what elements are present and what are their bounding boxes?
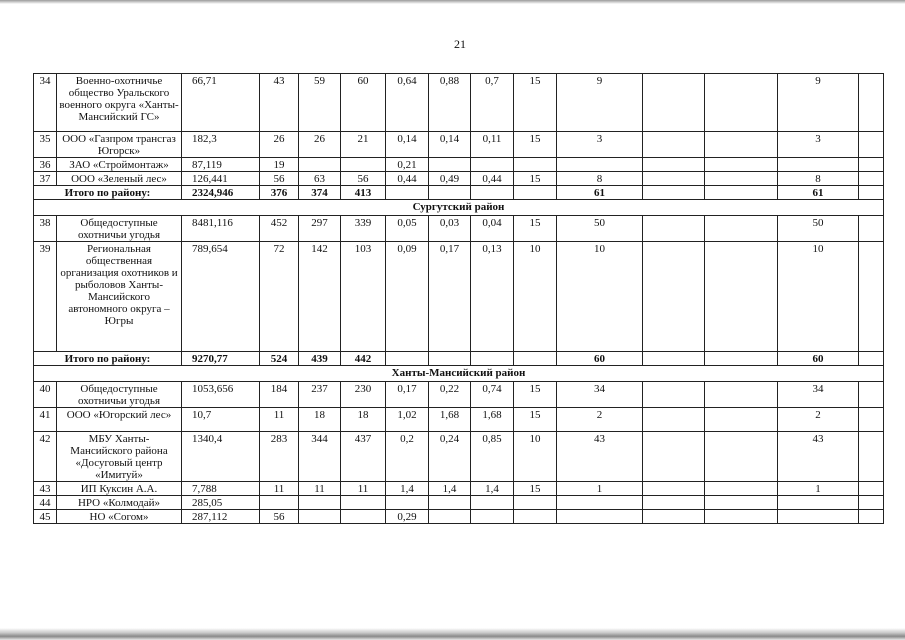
row-number: 36 (34, 158, 57, 172)
row-number: 34 (34, 74, 57, 132)
table-cell (429, 352, 471, 366)
table-cell: 0,14 (386, 132, 429, 158)
table-cell (514, 158, 557, 172)
table-cell: 43 (557, 432, 643, 482)
table-cell: 15 (514, 132, 557, 158)
table-cell (705, 382, 778, 408)
table-cell (859, 186, 884, 200)
organization-name: НО «Согом» (57, 510, 182, 524)
table-cell (260, 496, 299, 510)
total-row (34, 186, 884, 200)
table-cell: 15 (514, 482, 557, 496)
table-cell: 0,05 (386, 216, 429, 242)
table-cell (643, 172, 705, 186)
table-cell (429, 158, 471, 172)
organization-name: МБУ Ханты-Мансийского района «Досуговый центр «Имитуй» (57, 432, 182, 482)
table-cell: 9 (557, 74, 643, 132)
table-cell (859, 158, 884, 172)
table-cell: 21 (341, 132, 386, 158)
table-cell: 413 (341, 186, 386, 200)
table-row (34, 132, 884, 158)
table-cell (557, 158, 643, 172)
row-number: 41 (34, 408, 57, 432)
table-cell (859, 510, 884, 524)
table-cell (429, 510, 471, 524)
table-cell (643, 432, 705, 482)
table-cell (705, 186, 778, 200)
table-cell: 11 (341, 482, 386, 496)
table-cell: 50 (778, 216, 859, 242)
table-row (34, 242, 884, 352)
table-cell (705, 216, 778, 242)
scan-edge-bottom (0, 628, 905, 640)
table-cell (705, 510, 778, 524)
section-title: Сургутский район (34, 200, 884, 216)
table-cell (778, 158, 859, 172)
table-cell (643, 408, 705, 432)
table-cell: 15 (514, 408, 557, 432)
table-cell (299, 510, 341, 524)
table-cell: 15 (514, 382, 557, 408)
table-cell (471, 352, 514, 366)
table-cell: 8 (778, 172, 859, 186)
table-cell: 11 (260, 482, 299, 496)
table-row (34, 482, 884, 496)
table-cell: 2 (778, 408, 859, 432)
table-cell (643, 186, 705, 200)
table-cell: 0,22 (429, 382, 471, 408)
table-cell (859, 74, 884, 132)
organization-name: ЗАО «Строймонтаж» (57, 158, 182, 172)
table-cell (643, 352, 705, 366)
table-cell: 60 (778, 352, 859, 366)
table-cell: 1053,656 (182, 382, 260, 408)
section-header-row (34, 366, 884, 382)
table-cell: 50 (557, 216, 643, 242)
row-number: 35 (34, 132, 57, 158)
row-number: 38 (34, 216, 57, 242)
table-cell: 1,4 (471, 482, 514, 496)
table-cell: 442 (341, 352, 386, 366)
table-cell (859, 216, 884, 242)
table-cell: 8481,116 (182, 216, 260, 242)
table-cell (514, 186, 557, 200)
table-cell: 287,112 (182, 510, 260, 524)
table-cell: 11 (260, 408, 299, 432)
table-cell (514, 496, 557, 510)
table-cell (643, 510, 705, 524)
table-cell: 452 (260, 216, 299, 242)
table-cell: 1 (778, 482, 859, 496)
table-cell (705, 408, 778, 432)
table-cell (643, 74, 705, 132)
table-cell: 26 (299, 132, 341, 158)
table-cell: 19 (260, 158, 299, 172)
table-cell: 10 (557, 242, 643, 352)
table-row (34, 382, 884, 408)
table-cell (778, 510, 859, 524)
table-cell (705, 352, 778, 366)
table-cell: 59 (299, 74, 341, 132)
table-cell: 8 (557, 172, 643, 186)
table-cell (643, 216, 705, 242)
table-cell: 103 (341, 242, 386, 352)
table-cell: 2 (557, 408, 643, 432)
table-cell: 10,7 (182, 408, 260, 432)
table-cell (429, 186, 471, 200)
table-cell (705, 74, 778, 132)
table-cell: 0,04 (471, 216, 514, 242)
table-cell: 56 (260, 172, 299, 186)
table-cell: 0,44 (386, 172, 429, 186)
table-cell: 10 (514, 242, 557, 352)
table-cell: 0,88 (429, 74, 471, 132)
table-cell: 374 (299, 186, 341, 200)
table-cell (299, 496, 341, 510)
row-number: 44 (34, 496, 57, 510)
table-cell: 60 (557, 352, 643, 366)
table-row (34, 74, 884, 132)
table-cell: 61 (557, 186, 643, 200)
table-cell: 1 (557, 482, 643, 496)
table-cell: 34 (557, 382, 643, 408)
table-cell: 1340,4 (182, 432, 260, 482)
table-cell (705, 158, 778, 172)
table-cell (557, 496, 643, 510)
organization-name: ООО «Зеленый лес» (57, 172, 182, 186)
table-cell (859, 408, 884, 432)
organization-name: Военно-охотничье общество Уральского военного округа «Ханты-Мансийский ГС» (57, 74, 182, 132)
table-cell (643, 132, 705, 158)
table-cell: 0,14 (429, 132, 471, 158)
organization-name: ООО «Газпром трансгаз Югорск» (57, 132, 182, 158)
table-cell: 0,24 (429, 432, 471, 482)
table-cell: 439 (299, 352, 341, 366)
table-cell (778, 496, 859, 510)
row-number: 42 (34, 432, 57, 482)
table-row (34, 158, 884, 172)
table-cell: 2324,946 (182, 186, 260, 200)
table-cell (705, 496, 778, 510)
table-cell: 0,44 (471, 172, 514, 186)
table-cell: 1,02 (386, 408, 429, 432)
table-cell: 339 (341, 216, 386, 242)
organization-name: ИП Куксин А.А. (57, 482, 182, 496)
hunting-grounds-table (33, 73, 884, 524)
table-cell (859, 496, 884, 510)
table-cell (557, 510, 643, 524)
table-cell (341, 496, 386, 510)
row-number: 45 (34, 510, 57, 524)
table-cell: 63 (299, 172, 341, 186)
table-cell (705, 172, 778, 186)
table-cell (859, 352, 884, 366)
row-number: 43 (34, 482, 57, 496)
table-row (34, 432, 884, 482)
table-cell: 376 (260, 186, 299, 200)
row-number: 40 (34, 382, 57, 408)
table-cell: 18 (341, 408, 386, 432)
table-cell (471, 158, 514, 172)
table-cell: 0,2 (386, 432, 429, 482)
table-cell: 184 (260, 382, 299, 408)
table-cell: 524 (260, 352, 299, 366)
table-cell: 0,13 (471, 242, 514, 352)
table-cell: 0,17 (429, 242, 471, 352)
table-row (34, 408, 884, 432)
table-cell (471, 510, 514, 524)
table-cell: 0,09 (386, 242, 429, 352)
table-cell (514, 352, 557, 366)
table-cell: 285,05 (182, 496, 260, 510)
table-cell: 10 (514, 432, 557, 482)
table-cell (705, 482, 778, 496)
table-cell (859, 482, 884, 496)
table-cell: 7,788 (182, 482, 260, 496)
table-cell: 15 (514, 74, 557, 132)
table-cell (386, 496, 429, 510)
table-cell: 43 (778, 432, 859, 482)
table-cell: 0,21 (386, 158, 429, 172)
table-cell: 1,68 (429, 408, 471, 432)
table-cell: 0,49 (429, 172, 471, 186)
table-cell: 0,29 (386, 510, 429, 524)
total-row (34, 352, 884, 366)
organization-name: Региональная общественная организация охотников и рыболовов Ханты-Мансийского автономного округа – Югры (57, 242, 182, 352)
table-cell (643, 242, 705, 352)
table-cell: 0,7 (471, 74, 514, 132)
table-cell (341, 510, 386, 524)
scan-edge-top (0, 0, 905, 4)
row-number: 39 (34, 242, 57, 352)
organization-name: Общедоступные охотничьи угодья (57, 382, 182, 408)
table-row (34, 172, 884, 186)
table-cell: 0,11 (471, 132, 514, 158)
table-cell: 3 (557, 132, 643, 158)
table-cell (643, 158, 705, 172)
table-cell: 283 (260, 432, 299, 482)
table-cell: 1,4 (386, 482, 429, 496)
table-cell: 9270,77 (182, 352, 260, 366)
row-number: 37 (34, 172, 57, 186)
total-label: Итого по району: (34, 186, 182, 200)
table-cell (643, 496, 705, 510)
table-row (34, 496, 884, 510)
table-cell (859, 132, 884, 158)
table-cell: 126,441 (182, 172, 260, 186)
table-cell (859, 382, 884, 408)
organization-name: НРО «Колмодай» (57, 496, 182, 510)
table-cell: 789,654 (182, 242, 260, 352)
table-cell: 72 (260, 242, 299, 352)
table-cell: 1,68 (471, 408, 514, 432)
table-cell (341, 158, 386, 172)
table-cell (299, 158, 341, 172)
table-cell: 43 (260, 74, 299, 132)
table-cell (643, 382, 705, 408)
table-cell: 34 (778, 382, 859, 408)
table-cell: 437 (341, 432, 386, 482)
table-row (34, 510, 884, 524)
table-cell (514, 510, 557, 524)
table-cell: 87,119 (182, 158, 260, 172)
table-cell: 18 (299, 408, 341, 432)
table-cell: 11 (299, 482, 341, 496)
table-cell (859, 432, 884, 482)
table-cell (643, 482, 705, 496)
organization-name: ООО «Югорский лес» (57, 408, 182, 432)
table-cell (705, 242, 778, 352)
table-cell: 0,17 (386, 382, 429, 408)
table-cell: 1,4 (429, 482, 471, 496)
total-label: Итого по району: (34, 352, 182, 366)
table-cell: 344 (299, 432, 341, 482)
section-header-row (34, 200, 884, 216)
table-cell: 142 (299, 242, 341, 352)
table-cell: 237 (299, 382, 341, 408)
table-cell: 297 (299, 216, 341, 242)
table-cell (859, 172, 884, 186)
table-cell (429, 496, 471, 510)
table-cell: 61 (778, 186, 859, 200)
table-cell (386, 186, 429, 200)
table-cell: 9 (778, 74, 859, 132)
section-title: Ханты-Мансийский район (34, 366, 884, 382)
table-cell: 15 (514, 172, 557, 186)
table-cell: 0,74 (471, 382, 514, 408)
table-cell: 56 (341, 172, 386, 186)
table-cell: 66,71 (182, 74, 260, 132)
table-cell: 15 (514, 216, 557, 242)
table-cell: 26 (260, 132, 299, 158)
table-cell: 10 (778, 242, 859, 352)
organization-name: Общедоступные охотничьи угодья (57, 216, 182, 242)
table-cell (471, 186, 514, 200)
table-cell (386, 352, 429, 366)
table-cell: 56 (260, 510, 299, 524)
page-number: 21 (454, 37, 466, 51)
table-cell (859, 242, 884, 352)
table-cell: 0,64 (386, 74, 429, 132)
table-cell: 0,85 (471, 432, 514, 482)
table-cell: 230 (341, 382, 386, 408)
table-body (34, 74, 884, 524)
table-cell: 182,3 (182, 132, 260, 158)
table-cell (705, 132, 778, 158)
table-cell: 60 (341, 74, 386, 132)
table-cell (471, 496, 514, 510)
table-cell: 3 (778, 132, 859, 158)
table-cell: 0,03 (429, 216, 471, 242)
table-row (34, 216, 884, 242)
table-cell (705, 432, 778, 482)
